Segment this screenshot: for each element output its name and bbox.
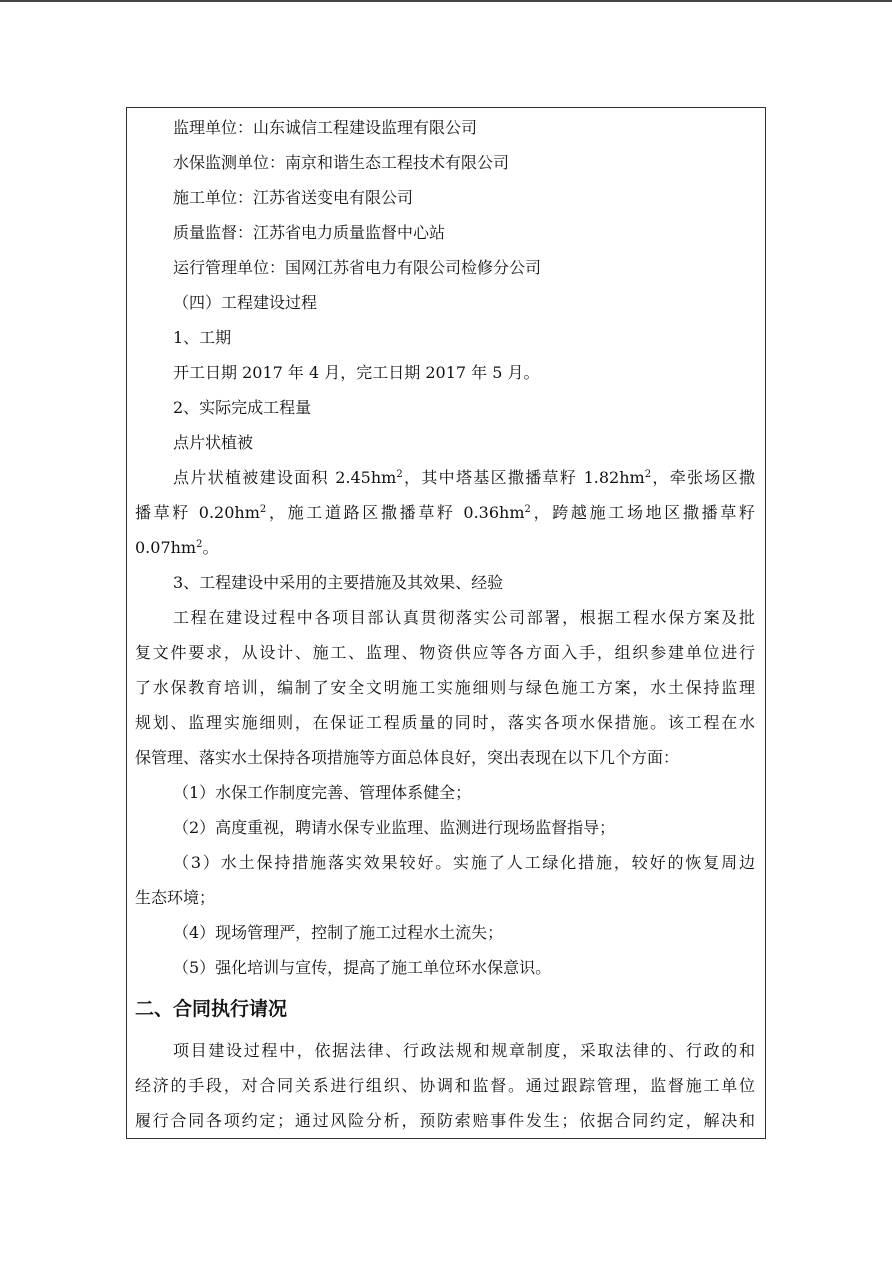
point-2: （2）高度重视，聘请水保专业监理、监测进行现场监督指导； bbox=[173, 818, 616, 837]
area-text: ，牵张场区撒 bbox=[651, 468, 755, 487]
vegetation-title: 点片状植被 bbox=[173, 433, 254, 452]
point-1: （1）水保工作制度完善、管理体系健全； bbox=[173, 783, 472, 802]
area-text: ，其中塔基区撒播草籽 1.82hm bbox=[402, 468, 645, 487]
subsection-title-4: （四）工程建设过程 bbox=[173, 293, 318, 312]
quantity-title: 2、实际完成工程量 bbox=[173, 398, 312, 417]
schedule-dates: 开工日期 2017 年 4 月，完工日期 2017 年 5 月。 bbox=[173, 363, 540, 382]
operation-unit-line: 运行管理单位：国网江苏省电力有限公司检修分公司 bbox=[173, 258, 542, 277]
superscript-2: 2 bbox=[396, 469, 403, 480]
contract-para-line: 履行合同各项约定；通过风险分析，预防索赔事件发生；依据合同约定，解决和 bbox=[135, 1111, 755, 1130]
contract-para-line: 项目建设过程中，依据法律、行政法规和规章制度，采取法律的、行政的和 bbox=[173, 1041, 755, 1060]
area-text: ，施工道路区撒播草籽 0.36hm bbox=[266, 503, 525, 522]
contract-para-line: 经济的手段，对合同关系进行组织、协调和监督。通过跟踪管理，监督施工单位 bbox=[135, 1076, 755, 1095]
page-top-rule bbox=[0, 0, 892, 2]
schedule-title: 1、工期 bbox=[173, 328, 232, 347]
supervision-unit-line: 监理单位：山东诚信工程建设监理有限公司 bbox=[173, 118, 478, 137]
measures-para-line: 规划、监理实施细则，在保证工程质量的同时，落实各项水保措施。该工程在水 bbox=[135, 713, 755, 732]
point-3: （3）水土保持措施落实效果较好。实施了人工绿化措施，较好的恢复周边 bbox=[173, 853, 755, 872]
area-text: 。 bbox=[202, 538, 219, 557]
monitoring-unit-line: 水保监测单位：南京和谐生态工程技术有限公司 bbox=[173, 153, 510, 172]
measures-title: 3、工程建设中采用的主要措施及其效果、经验 bbox=[173, 573, 504, 592]
area-line-1 bbox=[173, 468, 755, 488]
superscript-2: 2 bbox=[259, 504, 267, 515]
point-5: （5）强化培训与宣传，提高了施工单位环水保意识。 bbox=[173, 958, 552, 977]
area-text: 播草籽 0.20hm bbox=[135, 503, 260, 522]
superscript-2: 2 bbox=[524, 504, 531, 515]
area-line-3 bbox=[135, 538, 755, 558]
area-text: ，跨越施工场地区撒播草籽 bbox=[530, 503, 755, 522]
measures-para-line: 复文件要求，从设计、施工、监理、物资供应等各方面入手，组织参建单位进行 bbox=[135, 643, 755, 662]
measures-para-line: 工程在建设过程中各项目部认真贯彻落实公司部署，根据工程水保方案及批 bbox=[173, 608, 755, 627]
point-3-continued: 生态环境； bbox=[135, 888, 216, 907]
area-text: 点片状植被建设面积 2.45hm bbox=[173, 468, 397, 487]
measures-para-line: 保管理、落实水土保持各项措施等方面总体良好，突出表现在以下几个方面： bbox=[135, 748, 680, 767]
document-frame bbox=[126, 107, 766, 1139]
point-4: （4）现场管理严，控制了施工过程水土流失； bbox=[173, 923, 504, 942]
area-text: 0.07hm bbox=[135, 538, 197, 557]
superscript-2: 2 bbox=[196, 539, 203, 550]
area-line-2 bbox=[135, 503, 755, 523]
superscript-2: 2 bbox=[644, 469, 652, 480]
section-2-heading: 二、合同执行请况 bbox=[135, 998, 288, 1020]
quality-supervision-line: 质量监督：江苏省电力质量监督中心站 bbox=[173, 223, 446, 242]
construction-unit-line: 施工单位：江苏省送变电有限公司 bbox=[173, 188, 414, 207]
measures-para-line: 了水保教育培训，编制了安全文明施工实施细则与绿色施工方案，水土保持监理 bbox=[135, 678, 755, 697]
